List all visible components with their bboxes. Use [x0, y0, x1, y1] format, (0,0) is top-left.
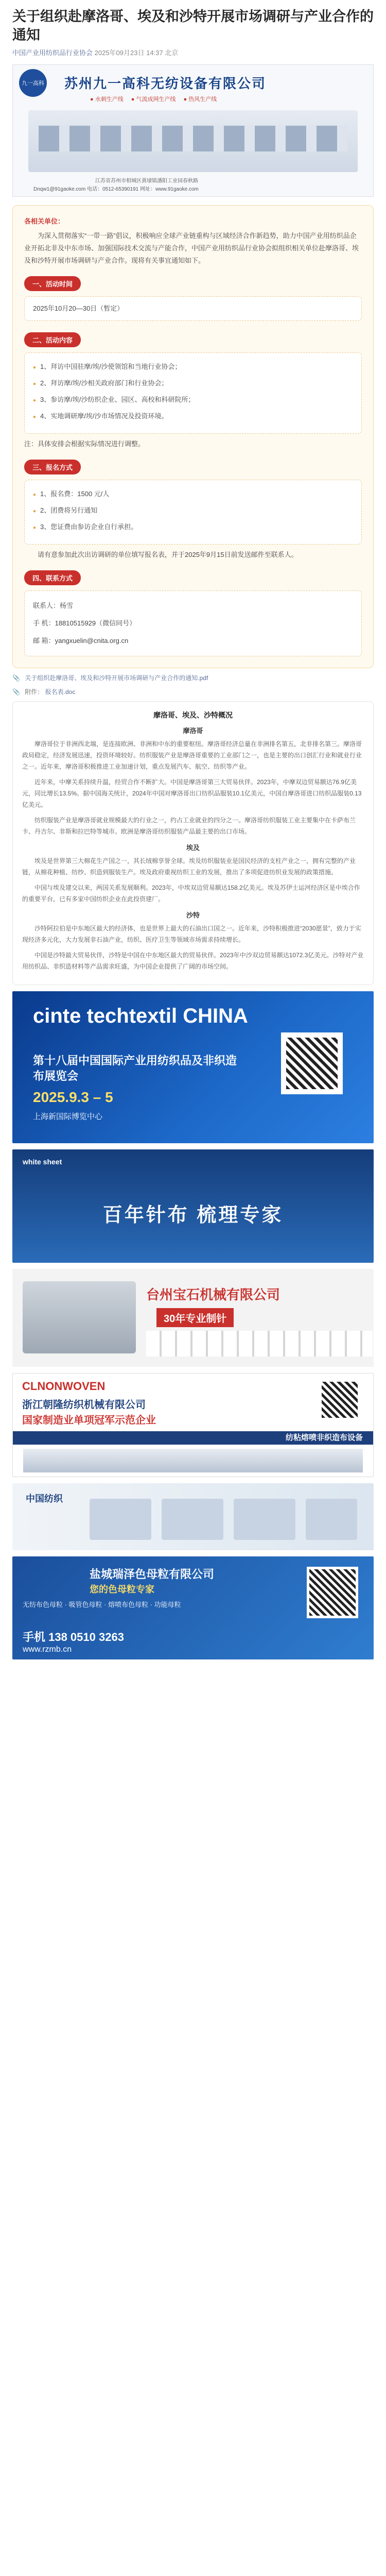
ad-date: 2025.9.3 – 5	[33, 1089, 113, 1105]
ad-white-sheet[interactable]	[12, 1149, 374, 1263]
content-item: ● 3、参访摩/埃/沙纺织企业、园区、高校和科研院所；	[33, 394, 353, 406]
ad-slogan: 百年针布 梳理专家	[102, 1205, 284, 1226]
article-title: 关于组织赴摩洛哥、埃及和沙特开展市场调研与产业合作的通知	[12, 9, 374, 43]
ad-brand: cinte techtextil CHINA	[33, 1005, 248, 1027]
ad-brand: CLNONWOVEN	[22, 1380, 106, 1393]
content-item: ● 1、拜访中国驻摩/埃/沙使领馆和当地行业协会；	[33, 361, 353, 374]
publish-location: 北京	[165, 49, 179, 57]
contact-phone: 手 机：18810515929（微信同号）	[33, 619, 136, 627]
document-title: 摩洛哥、埃及、沙特概况	[153, 711, 233, 719]
content-box	[24, 352, 362, 434]
contact-name: 联系人：杨雪	[33, 602, 74, 609]
production-line-image	[23, 1449, 363, 1472]
machine-image	[234, 1499, 295, 1540]
banner-tag: ● 热风生产线	[183, 96, 217, 103]
paperclip-icon: 📎	[12, 674, 20, 682]
fabric-rolls-image	[146, 1331, 373, 1357]
document-heading: 沙特	[186, 911, 200, 919]
document-paragraph: 纺织服装产业是摩洛哥就业规模最大的行业之一，约占工业就业的四分之一。摩洛哥纺织服装工业主要集中在卡萨布兰卡、丹吉尔、非斯和拉巴特等城市。欧洲是摩洛哥纺织服装产品最主要的出口市场。	[22, 817, 356, 835]
banner-tags	[90, 95, 223, 103]
ad-textile-machinery[interactable]	[12, 1483, 374, 1550]
ad-slogan: 30年专业制针	[156, 1308, 234, 1327]
paperclip-icon: 📎	[12, 688, 20, 696]
ad-url: www.rzmb.cn	[23, 1645, 72, 1654]
ad-slogan: 您的色母粒专家	[90, 1584, 154, 1595]
ad-company: 台州宝石机械有限公司	[146, 1287, 280, 1302]
banner-contact: Dnqw1@91gaoke.com 电话：0512-65390191 网址：www.91gaoke.com	[33, 187, 199, 192]
document-paragraph: 埃及是世界第三大棉花生产国之一，其长绒棉享誉全球。埃及纺织服装业是国民经济的支柱产业之一，拥有完整的产业链，从棉花种植、纺纱、织造到服装生产。埃及政府重视纺织工业的发展，推出了多项促进纺织业发展的政策措施。	[22, 857, 356, 876]
publish-date: 2025年09月23日 14:37	[94, 49, 163, 57]
registration-item: ● 1、报名费：1500 元/人	[33, 488, 353, 501]
section-title-time: 一、活动时间	[24, 276, 81, 291]
ad-taizhou-baoshi[interactable]	[12, 1269, 374, 1367]
document-preview	[12, 701, 374, 985]
machine-image	[162, 1499, 223, 1540]
section-title-registration: 三、报名方式	[24, 460, 81, 474]
adjust-note: 注：具体安排会根据实际情况进行调整。	[24, 440, 145, 448]
machine-image	[28, 110, 358, 172]
document-paragraph: 沙特阿拉伯是中东地区最大的经济体，也是世界上最大的石油出口国之一。近年来，沙特积极推进“2030愿景”，致力于实现经济多元化，大力发展非石油产业，纺织、医疗卫生等领域市场需求持续增长。	[22, 925, 361, 943]
ad-brand: white sheet	[23, 1158, 62, 1166]
attachment-pdf-link[interactable]: 关于组织赴摩洛哥、埃及和沙特开展市场调研与产业合作的通知.pdf	[25, 674, 208, 682]
company-logo: 九一高科	[19, 69, 47, 97]
ad-products: 无纺布色母粒 · 吸管色母粒 · 熔喷布色母粒 · 功能母粒	[23, 1601, 181, 1608]
time-box	[24, 296, 362, 321]
section-title-content: 二、活动内容	[24, 332, 81, 347]
attachment-label: 附件：	[25, 688, 44, 696]
attachment-doc[interactable]	[12, 687, 374, 696]
notice-body	[12, 205, 374, 668]
qr-code-icon	[281, 1032, 343, 1094]
qr-code-icon	[320, 1380, 360, 1420]
section-title-contact: 四、联系方式	[24, 570, 81, 585]
document-heading: 埃及	[186, 844, 200, 852]
notice-salutation: 各相关单位：	[24, 217, 65, 225]
notice-intro: 为深入贯彻落实“一带一路”倡议，积极响应全球产业链重构与区域经济合作新趋势，助力中国产业用纺织品企业开拓北非及中东市场、加强国际技术交流与产能合作，中国产业用纺织品行业协会拟组织相关单位赴摩洛哥、埃及和沙特开展市场调研与产业合作。现将有关事宜通知如下。	[24, 232, 359, 264]
attachment-doc-link[interactable]: 报名表.doc	[45, 688, 76, 696]
document-paragraph: 中国是沙特最大贸易伙伴，沙特是中国在中东地区最大的贸易伙伴。2023年中沙双边贸易额达1072.3亿美元。沙特对产业用纺织品、非织造材料等产品需求旺盛，为中国企业提供了广阔的市场空间。	[22, 952, 364, 970]
ad-subtitle: 第十八届中国国际产业用纺织品及非织造布展览会	[33, 1054, 237, 1082]
machine-image	[90, 1499, 151, 1540]
deadline-text: 请有意参加此次出访调研的单位填写报名表，并于2025年9月15日前发送邮件至联系人。	[38, 551, 298, 558]
registration-item: ● 2、团费将另行通知	[33, 505, 353, 517]
document-heading: 摩洛哥	[183, 727, 203, 735]
contact-box	[24, 590, 362, 656]
banner-tag: ● 水刺生产线	[90, 96, 124, 103]
ad-venue: 上海新国际博览中心	[33, 1112, 103, 1121]
ad-ruize-masterbatch[interactable]	[12, 1556, 374, 1659]
ad-company: 盐城瑞泽色母粒有限公司	[90, 1568, 215, 1581]
ad-slogan: 国家制造业单项冠军示范企业	[22, 1415, 156, 1426]
registration-item: ● 3、您证费由参访企业自行承担。	[33, 521, 353, 534]
content-item: ● 2、拜访摩/埃/沙相关政府部门和行业协会；	[33, 378, 353, 390]
banner-address: 江苏省苏州市相城区黄埭镇潘阳工业园春秋路	[95, 178, 198, 184]
machine-image	[306, 1499, 357, 1540]
contact-email: 邮 箱：yangxuelin@cnita.org.cn	[33, 637, 129, 645]
document-paragraph: 中国与埃及建交以来，两国关系发展顺利。2023年，中埃双边贸易额达158.2亿美元。埃及苏伊士运河经济区是中埃合作的重要平台，已有多家中国纺织企业在此投资建厂。	[22, 884, 360, 903]
attachment-pdf[interactable]	[12, 673, 374, 682]
activity-time: 2025年10月20—30日（暂定）	[33, 304, 124, 312]
content-item: ● 4、实地调研摩/埃/沙市场情况及投资环境。	[33, 411, 353, 423]
document-paragraph: 近年来，中摩关系持续升温，经贸合作不断扩大。中国是摩洛哥第三大贸易伙伴。2023年，中摩双边贸易额达76.9亿美元，同比增长13.5%。据中国海关统计，2024年中国对摩洛哥出口纺织品服装10.1亿美元，中国自摩洛哥进口纺织品服装0.13亿美元。	[22, 778, 362, 808]
ad-phone: 手机 138 0510 3263	[23, 1631, 124, 1643]
ad-cinte-techtextil[interactable]	[12, 991, 374, 1143]
company-banner	[12, 64, 374, 197]
article-meta	[12, 47, 374, 57]
banner-company-name: 苏州九一高科无纺设备有限公司	[64, 76, 267, 91]
ad-product-bar: 纺粘熔喷非织造布设备	[13, 1431, 373, 1445]
ad-clnonwoven[interactable]	[12, 1373, 374, 1477]
banner-tag: ● 气流成网生产线	[131, 96, 176, 103]
ad-company: 浙江朝隆纺织机械有限公司	[22, 1399, 146, 1411]
qr-code-icon	[307, 1567, 358, 1618]
document-paragraph: 摩洛哥位于非洲西北端，是连接欧洲、非洲和中东的重要枢纽。摩洛哥经济总量在非洲排名第五，北非排名第三。摩洛哥政局稳定，经济发展迅速，投资环境较好。纺织服装产业是摩洛哥重要的工业部门之一，也是主要的出口创汇行业和就业行业之一。近年来，摩洛哥积极推进工业加速计划，重点发展汽车、航空、纺织等产业。	[22, 740, 362, 770]
ad-brand: 中国纺织	[26, 1494, 63, 1504]
account-link[interactable]: 中国产业用纺织品行业协会	[12, 49, 93, 57]
machine-image	[23, 1281, 136, 1353]
registration-box	[24, 480, 362, 545]
